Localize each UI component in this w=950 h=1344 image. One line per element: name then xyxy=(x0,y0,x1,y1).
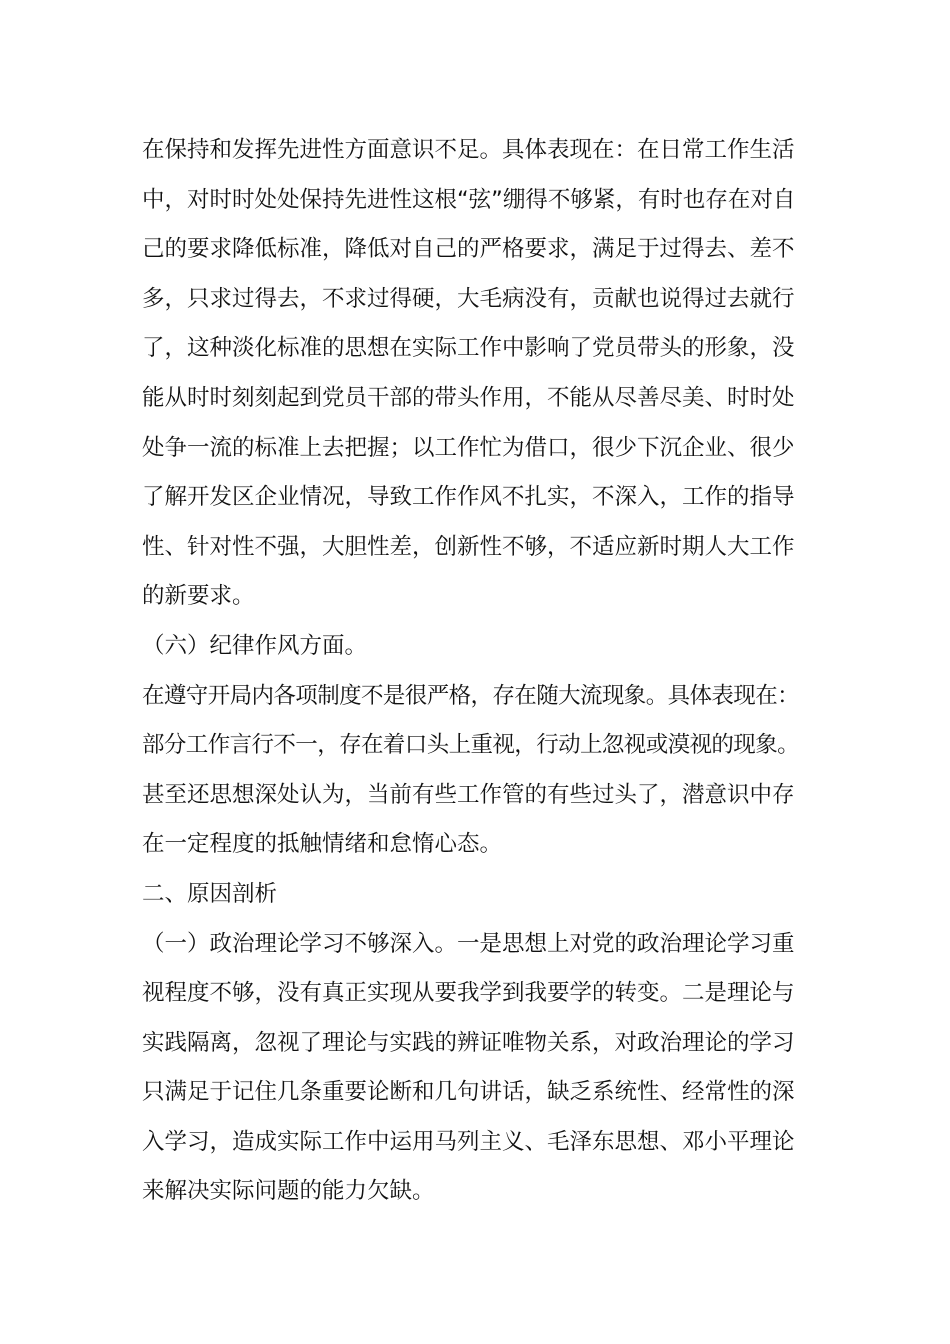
text-line-1: 在保持和发挥先进性方面意识不足。具体表现在：在日常工作生活 xyxy=(142,137,795,163)
text-line-20: 只满足于记住几条重要论断和几句讲话，缺乏系统性、经常性的深 xyxy=(142,1079,795,1106)
text-line-5: 了，这种淡化标准的思想在实际工作中影响了党员带头的形象，没 xyxy=(142,335,795,362)
text-line-22: 来解决实际问题的能力欠缺。 xyxy=(142,1178,435,1205)
text-line-21: 入学习，造成实际工作中运用马列主义、毛泽东思想、邓小平理论 xyxy=(142,1128,795,1155)
section-heading-cause-analysis: 二、原因剖析 xyxy=(142,880,278,907)
text-line-12: 在遵守开局内各项制度不是很严格，存在随大流现象。具体表现在： xyxy=(142,682,800,709)
section-heading-discipline: （六）纪律作风方面。 xyxy=(142,632,368,659)
text-line-10: 的新要求。 xyxy=(142,583,255,610)
text-line-19: 实践隔离，忽视了理论与实践的辨证唯物关系，对政治理论的学习 xyxy=(142,1029,795,1056)
text-line-7: 处争一流的标准上去把握；以工作忙为借口，很少下沉企业、很少 xyxy=(142,434,795,461)
text-line-3: 己的要求降低标准，降低对自己的严格要求，满足于过得去、差不 xyxy=(142,236,795,263)
text-line-4: 多，只求过得去，不求过得硬，大毛病没有，贡献也说得过去就行 xyxy=(142,285,795,312)
text-line-8: 了解开发区企业情况，导致工作作风不扎实，不深入，工作的指导 xyxy=(142,484,795,511)
text-line-17: （一）政治理论学习不够深入。一是思想上对党的政治理论学习重 xyxy=(142,930,795,957)
text-line-18: 视程度不够，没有真正实现从要我学到我要学的转变。二是理论与 xyxy=(142,980,795,1007)
document-body xyxy=(142,126,832,1217)
text-line-15: 在一定程度的抵触情绪和怠惰心态。 xyxy=(142,831,503,858)
text-line-13: 部分工作言行不一，存在着口头上重视，行动上忽视或漠视的现象。 xyxy=(142,732,800,759)
text-line-9: 性、针对性不强，大胆性差，创新性不够，不适应新时期人大工作 xyxy=(142,533,795,560)
text-line-2: 中，对时时处处保持先进性这根“弦”绷得不够紧，有时也存在对自 xyxy=(142,186,796,213)
text-line-14: 甚至还思想深处认为，当前有些工作管的有些过头了，潜意识中存 xyxy=(142,781,795,808)
text-line-6: 能从时时刻刻起到党员干部的带头作用，不能从尽善尽美、时时处 xyxy=(142,384,795,411)
